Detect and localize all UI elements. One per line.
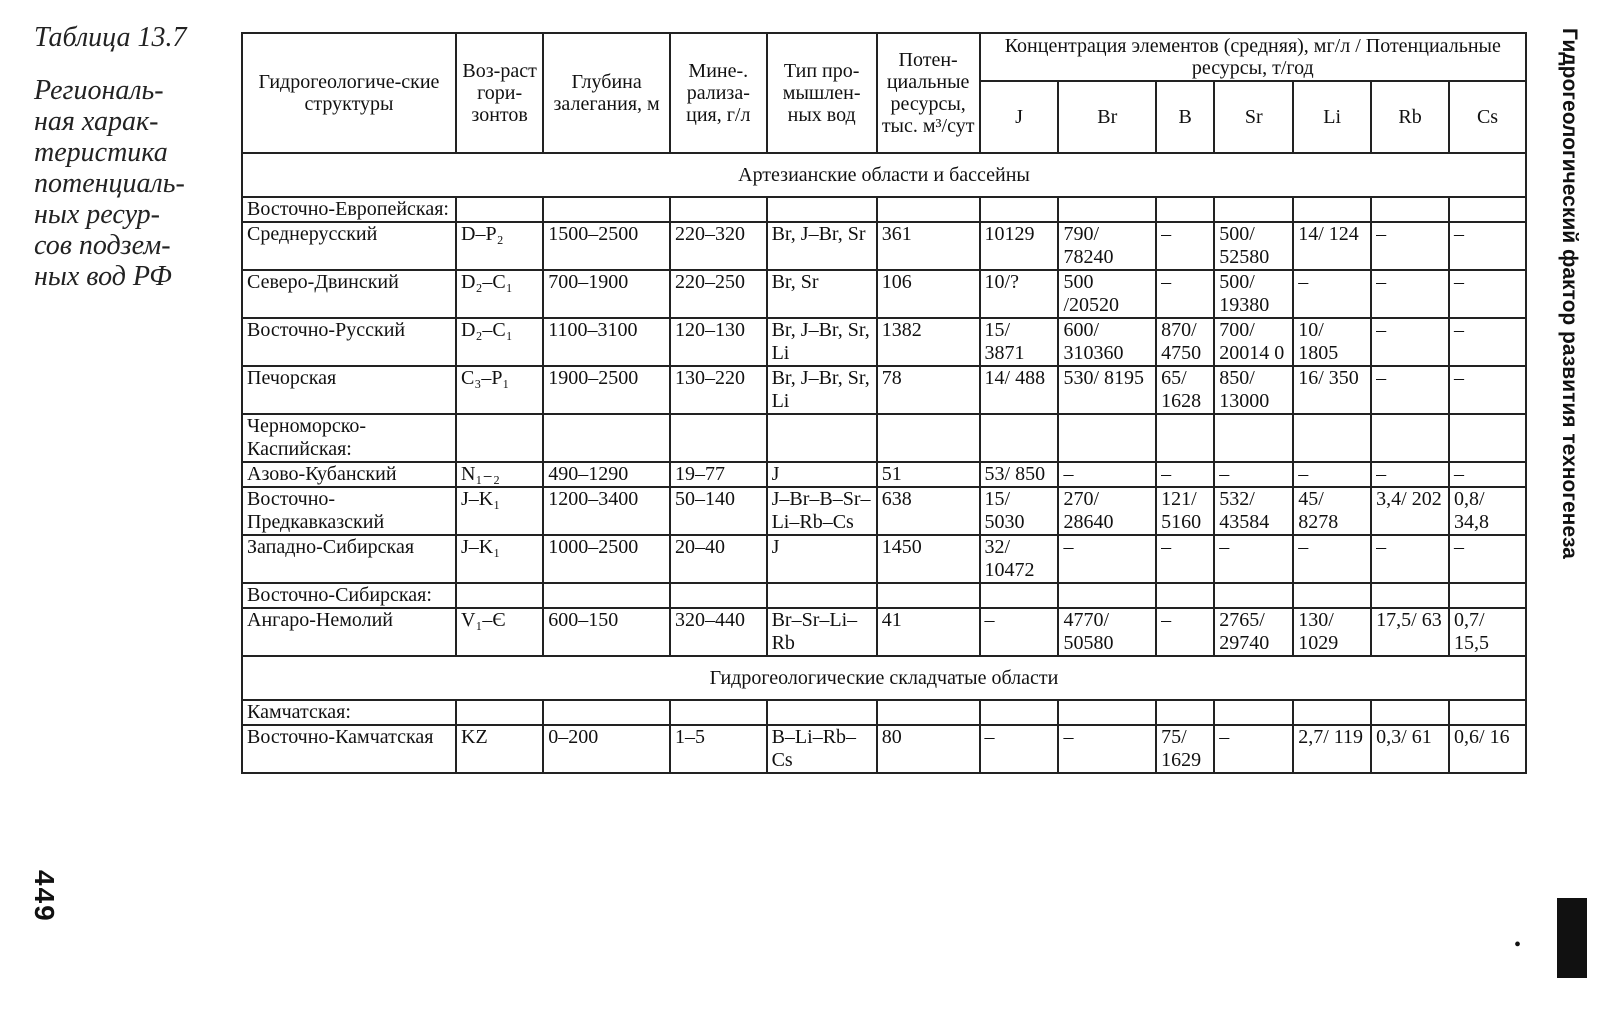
header-concentration: Концентрация элементов (средняя), мг/л / Потенциальные ресурсы, т/год xyxy=(980,33,1526,81)
cell-mineralization: 220–250 xyxy=(670,270,767,318)
cell-j: 10129 xyxy=(980,222,1059,270)
cell-j: 15/ 3871 xyxy=(980,318,1059,366)
cell-age: V₁–Є xyxy=(456,608,543,656)
header-mineralization: Мине-. рализа-ция, г/л xyxy=(670,33,767,153)
cell-rb: – xyxy=(1371,318,1449,366)
cell-mineralization: 130–220 xyxy=(670,366,767,414)
cell-j: 15/ 5030 xyxy=(980,487,1059,535)
cell-sr: 700/ 20014 0 xyxy=(1214,318,1293,366)
cell-age: D₂–C₁ xyxy=(456,270,543,318)
group-label: Восточно-Европейская: xyxy=(242,197,456,222)
cell-b: – xyxy=(1156,608,1214,656)
cell-b: – xyxy=(1156,535,1214,583)
cell-structure: Восточно-Русский xyxy=(242,318,456,366)
group-row xyxy=(242,700,1526,725)
cell-potential: 78 xyxy=(877,366,980,414)
cell-mineralization: 220–320 xyxy=(670,222,767,270)
cell-structure: Западно-Сибирская xyxy=(242,535,456,583)
cell-li: – xyxy=(1293,462,1371,487)
cell-depth: 1000–2500 xyxy=(543,535,670,583)
cell-b: 65/ 1628 xyxy=(1156,366,1214,414)
header-potential: Потен-циальные ресурсы, тыс. м³/сут xyxy=(877,33,980,153)
cell-rb: 3,4/ 202 xyxy=(1371,487,1449,535)
group-label: Черноморско-Каспийская: xyxy=(242,414,456,462)
thumb-index-block xyxy=(1557,898,1587,978)
cell-br: 4770/ 50580 xyxy=(1058,608,1156,656)
cell-rb: – xyxy=(1371,270,1449,318)
cell-j: 14/ 488 xyxy=(980,366,1059,414)
header-water-type: Тип про-мышлен-ных вод xyxy=(767,33,877,153)
cell-age: KZ xyxy=(456,725,543,773)
cell-cs: – xyxy=(1449,222,1526,270)
header-element: B xyxy=(1156,81,1214,153)
cell-br: – xyxy=(1058,725,1156,773)
cell-j: – xyxy=(980,608,1059,656)
cell-rb: – xyxy=(1371,222,1449,270)
cell-depth: 0–200 xyxy=(543,725,670,773)
cell-water-type: Br, J–Br, Sr, Li xyxy=(767,318,877,366)
cell-li: 16/ 350 xyxy=(1293,366,1371,414)
section-row xyxy=(242,656,1526,700)
cell-cs: – xyxy=(1449,366,1526,414)
cell-cs: – xyxy=(1449,318,1526,366)
cell-water-type: Br, J–Br, Sr xyxy=(767,222,877,270)
running-header-text: Гидрогеологический фактор развития техногенеза xyxy=(1558,28,1581,559)
header-structures: Гидрогеологиче-ские структуры xyxy=(242,33,456,153)
cell-sr: 532/ 43584 xyxy=(1214,487,1293,535)
cell-depth: 490–1290 xyxy=(543,462,670,487)
cell-j: – xyxy=(980,725,1059,773)
cell-depth: 600–150 xyxy=(543,608,670,656)
table-row xyxy=(242,608,1526,656)
cell-j: 10/? xyxy=(980,270,1059,318)
cell-age: D₂–C₁ xyxy=(456,318,543,366)
cell-age: C₃–P₁ xyxy=(456,366,543,414)
cell-structure: Азово-Кубанский xyxy=(242,462,456,487)
cell-potential: 41 xyxy=(877,608,980,656)
table-row xyxy=(242,270,1526,318)
cell-li: 2,7/ 119 xyxy=(1293,725,1371,773)
cell-rb: – xyxy=(1371,462,1449,487)
cell-potential: 1450 xyxy=(877,535,980,583)
cell-sr: 850/ 13000 xyxy=(1214,366,1293,414)
cell-rb: – xyxy=(1371,366,1449,414)
cell-li: 45/ 8278 xyxy=(1293,487,1371,535)
cell-b: – xyxy=(1156,462,1214,487)
group-label: Камчатская: xyxy=(242,700,456,725)
cell-cs: – xyxy=(1449,270,1526,318)
cell-depth: 1900–2500 xyxy=(543,366,670,414)
cell-b: 870/ 4750 xyxy=(1156,318,1214,366)
cell-br: – xyxy=(1058,535,1156,583)
cell-br: 500 /20520 xyxy=(1058,270,1156,318)
cell-potential: 1382 xyxy=(877,318,980,366)
cell-cs: – xyxy=(1449,535,1526,583)
cell-mineralization: 320–440 xyxy=(670,608,767,656)
cell-age: J–K₁ xyxy=(456,535,543,583)
cell-age: J–K₁ xyxy=(456,487,543,535)
cell-sr: 500/ 19380 xyxy=(1214,270,1293,318)
cell-water-type: Br, Sr xyxy=(767,270,877,318)
caption-title: Таблица 13.7 xyxy=(34,22,187,53)
cell-sr: 500/ 52580 xyxy=(1214,222,1293,270)
cell-j: 53/ 850 xyxy=(980,462,1059,487)
cell-potential: 80 xyxy=(877,725,980,773)
header-element: Cs xyxy=(1449,81,1526,153)
cell-br: – xyxy=(1058,462,1156,487)
table-row xyxy=(242,462,1526,487)
header-element: Li xyxy=(1293,81,1371,153)
cell-li: – xyxy=(1293,270,1371,318)
table-row xyxy=(242,535,1526,583)
group-row xyxy=(242,414,1526,462)
header-row xyxy=(242,33,1526,81)
cell-sr: – xyxy=(1214,535,1293,583)
cell-depth: 1100–3100 xyxy=(543,318,670,366)
group-row xyxy=(242,197,1526,222)
cell-age: N₁₋₂ xyxy=(456,462,543,487)
cell-j: 32/ 10472 xyxy=(980,535,1059,583)
cell-structure: Северо-Двинский xyxy=(242,270,456,318)
cell-depth: 1200–3400 xyxy=(543,487,670,535)
cell-b: 121/ 5160 xyxy=(1156,487,1214,535)
cell-sr: – xyxy=(1214,725,1293,773)
resources-table xyxy=(241,32,1527,774)
group-label: Восточно-Сибирская: xyxy=(242,583,456,608)
cell-water-type: B–Li–Rb–Cs xyxy=(767,725,877,773)
header-depth: Глубина залегания, м xyxy=(543,33,670,153)
stray-mark: • xyxy=(1514,934,1522,956)
cell-water-type: J xyxy=(767,462,877,487)
caption-description: Региональ- ная харак- теристика потенциаль- ных ресур- сов подзем- ных вод РФ xyxy=(34,75,185,292)
cell-li: 14/ 124 xyxy=(1293,222,1371,270)
cell-b: – xyxy=(1156,270,1214,318)
section-row xyxy=(242,153,1526,197)
cell-rb: – xyxy=(1371,535,1449,583)
cell-water-type: J–Br–B–Sr–Li–Rb–Cs xyxy=(767,487,877,535)
cell-cs: 0,7/ 15,5 xyxy=(1449,608,1526,656)
cell-br: 530/ 8195 xyxy=(1058,366,1156,414)
cell-br: 270/ 28640 xyxy=(1058,487,1156,535)
header-element: Rb xyxy=(1371,81,1449,153)
cell-li: 10/ 1805 xyxy=(1293,318,1371,366)
cell-structure: Восточно-Предкавказский xyxy=(242,487,456,535)
cell-mineralization: 1–5 xyxy=(670,725,767,773)
cell-rb: 17,5/ 63 xyxy=(1371,608,1449,656)
table-row xyxy=(242,366,1526,414)
cell-mineralization: 19–77 xyxy=(670,462,767,487)
cell-rb: 0,3/ 61 xyxy=(1371,725,1449,773)
group-row xyxy=(242,583,1526,608)
cell-water-type: Br, J–Br, Sr, Li xyxy=(767,366,877,414)
cell-potential: 51 xyxy=(877,462,980,487)
cell-sr: – xyxy=(1214,462,1293,487)
header-element: J xyxy=(980,81,1059,153)
table-row xyxy=(242,487,1526,535)
cell-b: 75/ 1629 xyxy=(1156,725,1214,773)
table-caption xyxy=(34,22,224,292)
cell-li: – xyxy=(1293,535,1371,583)
cell-cs: 0,6/ 16 xyxy=(1449,725,1526,773)
cell-structure: Среднерусский xyxy=(242,222,456,270)
header-element: Br xyxy=(1058,81,1156,153)
table-row xyxy=(242,222,1526,270)
cell-potential: 361 xyxy=(877,222,980,270)
cell-potential: 638 xyxy=(877,487,980,535)
cell-depth: 700–1900 xyxy=(543,270,670,318)
cell-cs: 0,8/ 34,8 xyxy=(1449,487,1526,535)
cell-sr: 2765/ 29740 xyxy=(1214,608,1293,656)
cell-structure: Печорская xyxy=(242,366,456,414)
cell-structure: Ангаро-Немолий xyxy=(242,608,456,656)
cell-br: 600/ 310360 xyxy=(1058,318,1156,366)
cell-mineralization: 120–130 xyxy=(670,318,767,366)
cell-depth: 1500–2500 xyxy=(543,222,670,270)
section-title: Артезианские области и бассейны xyxy=(242,153,1526,197)
cell-b: – xyxy=(1156,222,1214,270)
table-row xyxy=(242,725,1526,773)
cell-mineralization: 20–40 xyxy=(670,535,767,583)
cell-mineralization: 50–140 xyxy=(670,487,767,535)
cell-li: 130/ 1029 xyxy=(1293,608,1371,656)
running-header xyxy=(1556,28,1582,958)
cell-water-type: J xyxy=(767,535,877,583)
cell-structure: Восточно-Камчатская xyxy=(242,725,456,773)
section-title: Гидрогеологические складчатые области xyxy=(242,656,1526,700)
table-row xyxy=(242,318,1526,366)
cell-age: D–P₂ xyxy=(456,222,543,270)
page-number: 449 xyxy=(29,870,60,923)
header-age: Воз-раст гори-зонтов xyxy=(456,33,543,153)
header-element: Sr xyxy=(1214,81,1293,153)
cell-water-type: Br–Sr–Li–Rb xyxy=(767,608,877,656)
cell-potential: 106 xyxy=(877,270,980,318)
cell-br: 790/ 78240 xyxy=(1058,222,1156,270)
cell-cs: – xyxy=(1449,462,1526,487)
